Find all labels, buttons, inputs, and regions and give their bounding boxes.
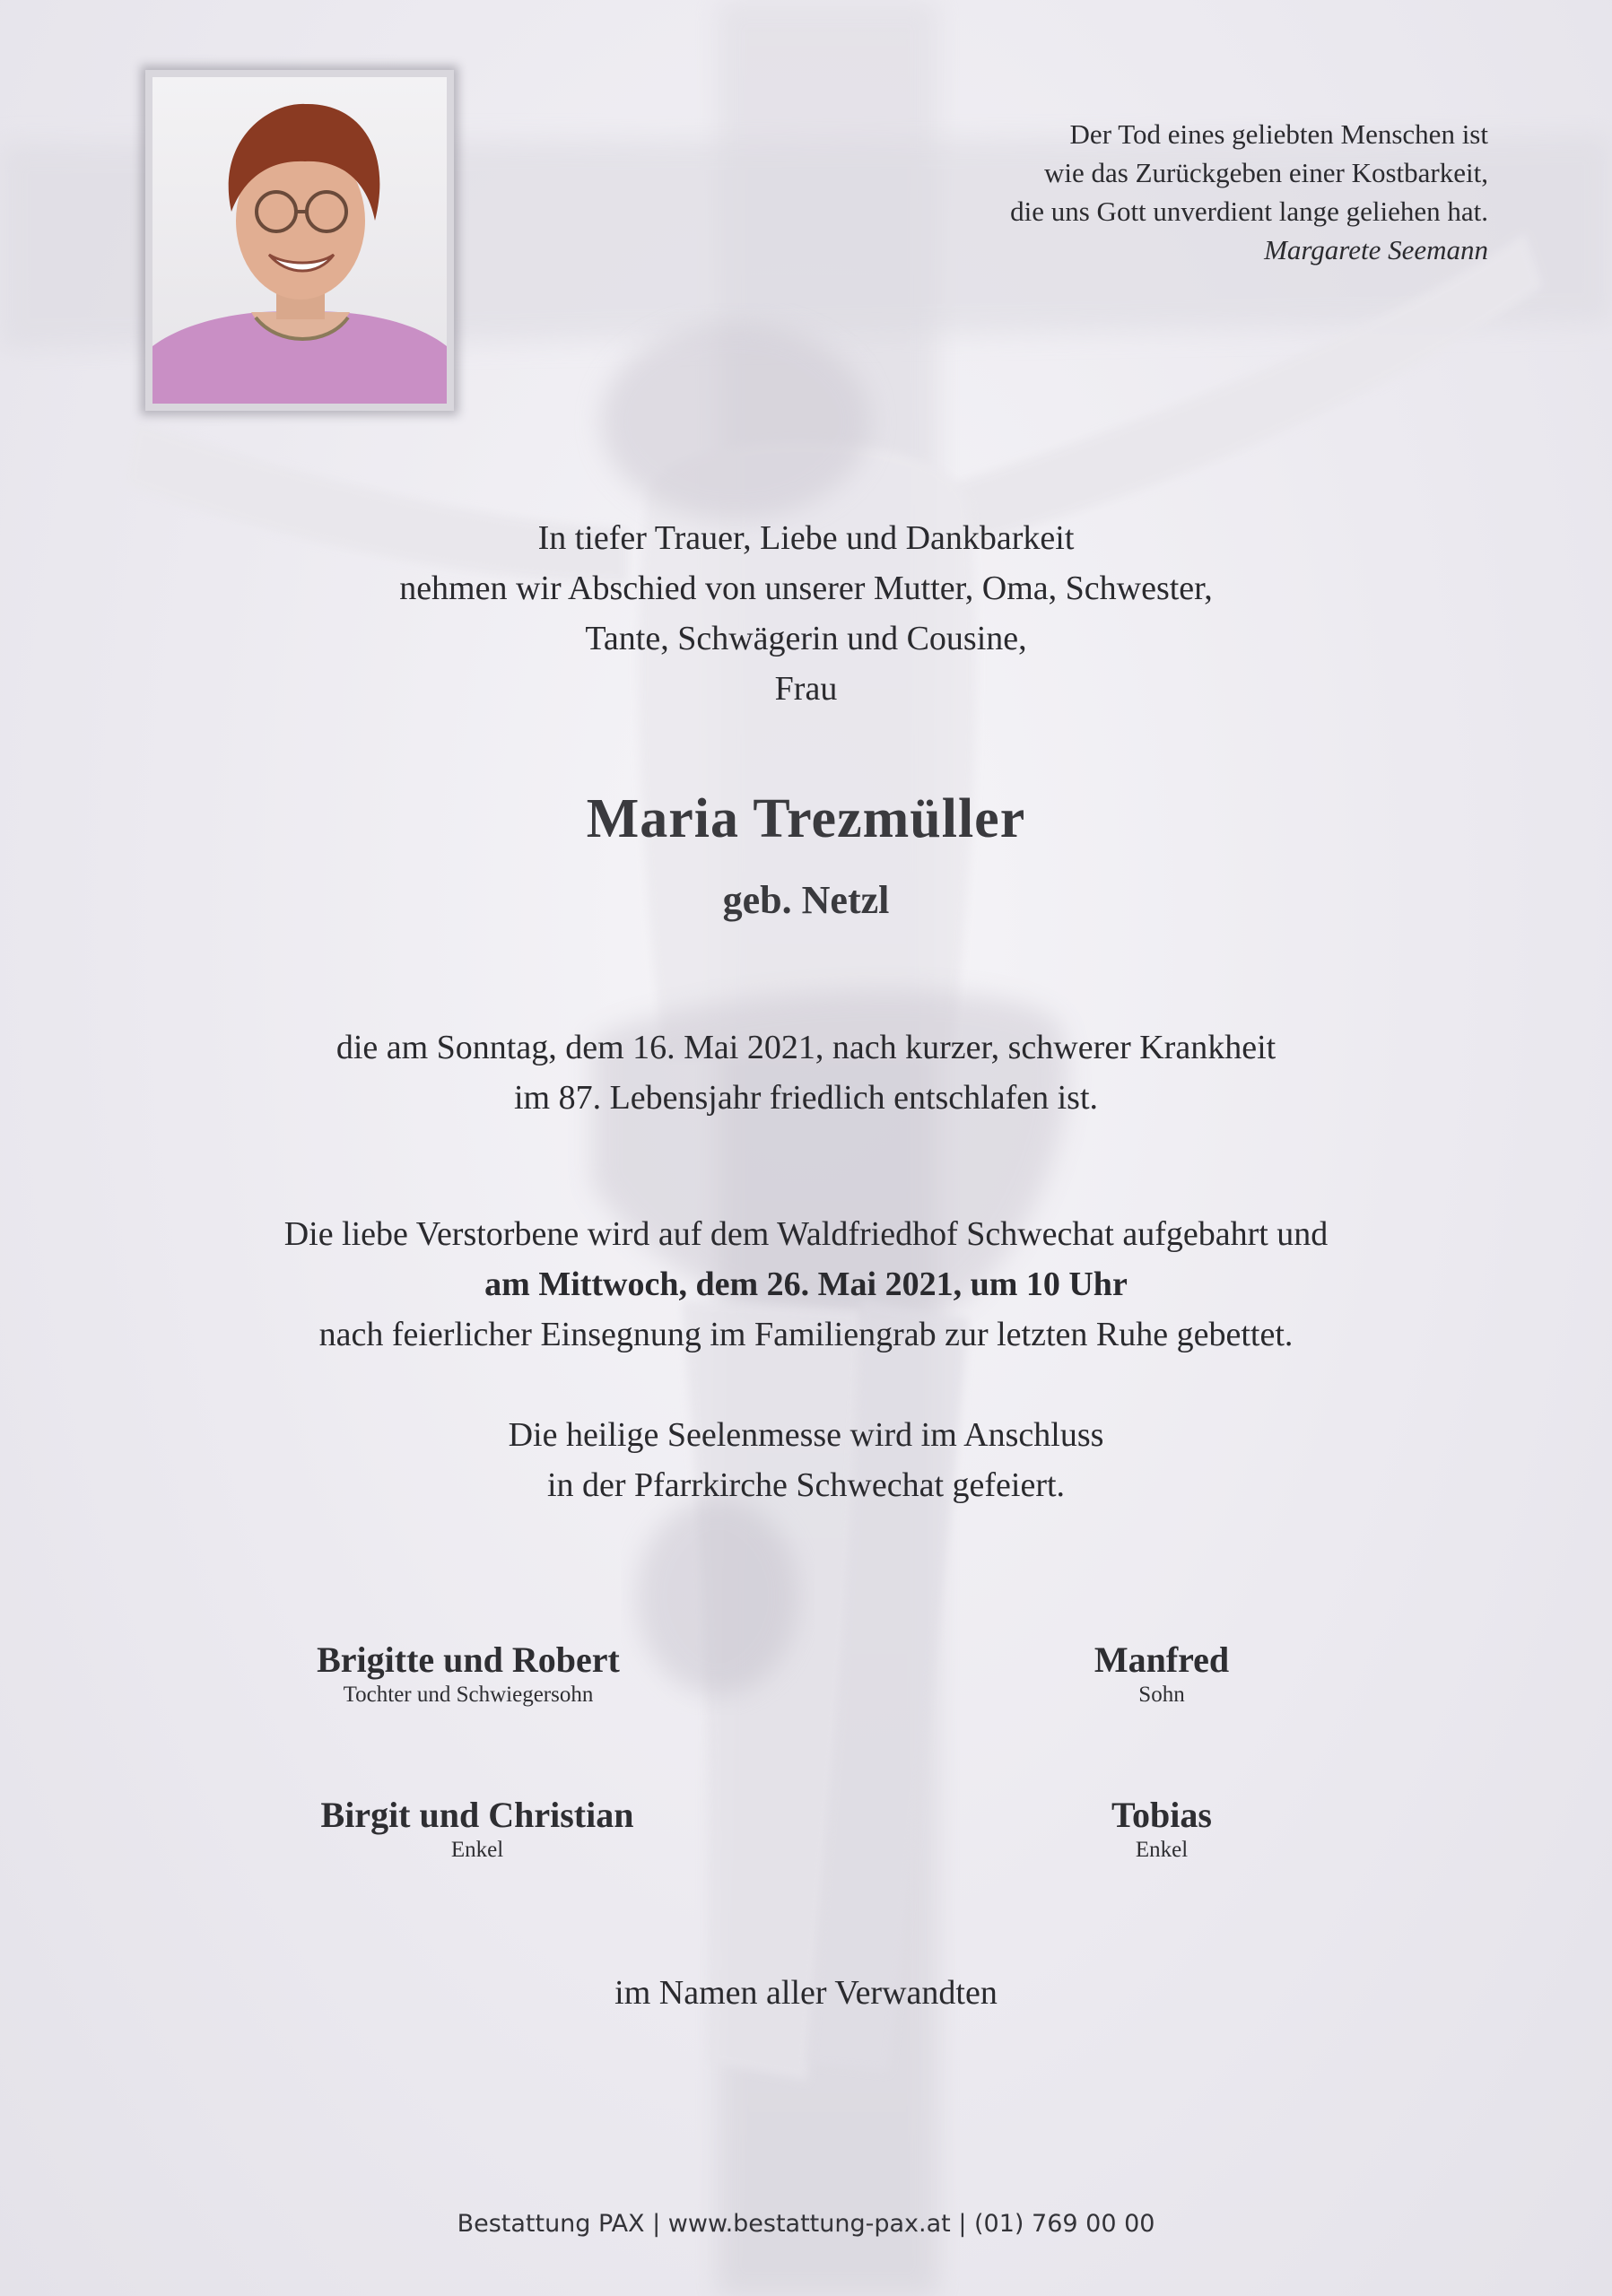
quote-block [806,115,1488,269]
funeral-home-footer: Bestattung PAX | www.bestattung-pax.at | (01) 769 00 00 [457,2210,1155,2238]
quote-author: Margarete Seemann [1264,234,1488,265]
maiden-name: geb. Netzl [722,878,890,922]
portrait-photo-icon [152,77,447,404]
funeral-line: Die liebe Verstorbene wird auf dem Waldfriedhof Schwechat aufgebahrt und [283,1215,1329,1253]
intro-line: Tante, Schwägerin und Cousine, [585,620,1027,657]
intro-line: nehmen wir Abschied von unserer Mutter, Oma, Schwester, [399,570,1213,607]
quote-line: Der Tod eines geliebten Menschen ist [1069,118,1488,150]
funeral-date: am Mittwoch, dem 26. Mai 2021, um 10 Uhr [484,1265,1128,1303]
mourner-relation: Enkel [450,1838,504,1862]
mass-notice [0,1410,1612,1510]
quote-line: wie das Zurückgeben einer Kostbarkeit, [1044,157,1488,188]
intro-line: Frau [774,670,838,708]
mass-line: Die heilige Seelenmesse wird im Anschluss [508,1416,1104,1454]
funeral-notice [0,1209,1612,1360]
intro-line: In tiefer Trauer, Liebe und Dankbarkeit [537,519,1075,557]
closing-line: im Namen aller Verwandten [614,1974,998,2012]
mourner-entry [199,1639,737,1709]
deceased-name: Maria Trezmüller [586,788,1026,849]
mourner-relation: Tochter und Schwiegersohn [343,1683,594,1707]
mourner-name: Manfred [1094,1639,1230,1680]
mourner-entry [893,1639,1431,1709]
mourner-name: Brigitte und Robert [317,1639,620,1680]
intro-text [0,513,1612,714]
death-line: die am Sonntag, dem 16. Mai 2021, nach kurzer, schwerer Krankheit [335,1029,1277,1066]
mourner-name: Tobias [1111,1795,1212,1835]
death-notice [0,1022,1612,1123]
mourner-relation: Enkel [1135,1838,1189,1862]
quote-line: die uns Gott unverdient lange geliehen hat. [1010,196,1488,227]
mourner-entry [208,1794,746,1864]
portrait-frame [145,70,454,411]
funeral-line: nach feierlicher Einsegnung im Familiengrab zur letzten Ruhe gebettet. [318,1316,1294,1353]
mourner-name: Birgit und Christian [320,1795,634,1835]
mass-line: in der Pfarrkirche Schwechat gefeiert. [546,1466,1066,1504]
mourner-relation: Sohn [1138,1683,1185,1707]
death-line: im 87. Lebensjahr friedlich entschlafen ist. [513,1079,1099,1117]
mourner-entry [893,1794,1431,1864]
